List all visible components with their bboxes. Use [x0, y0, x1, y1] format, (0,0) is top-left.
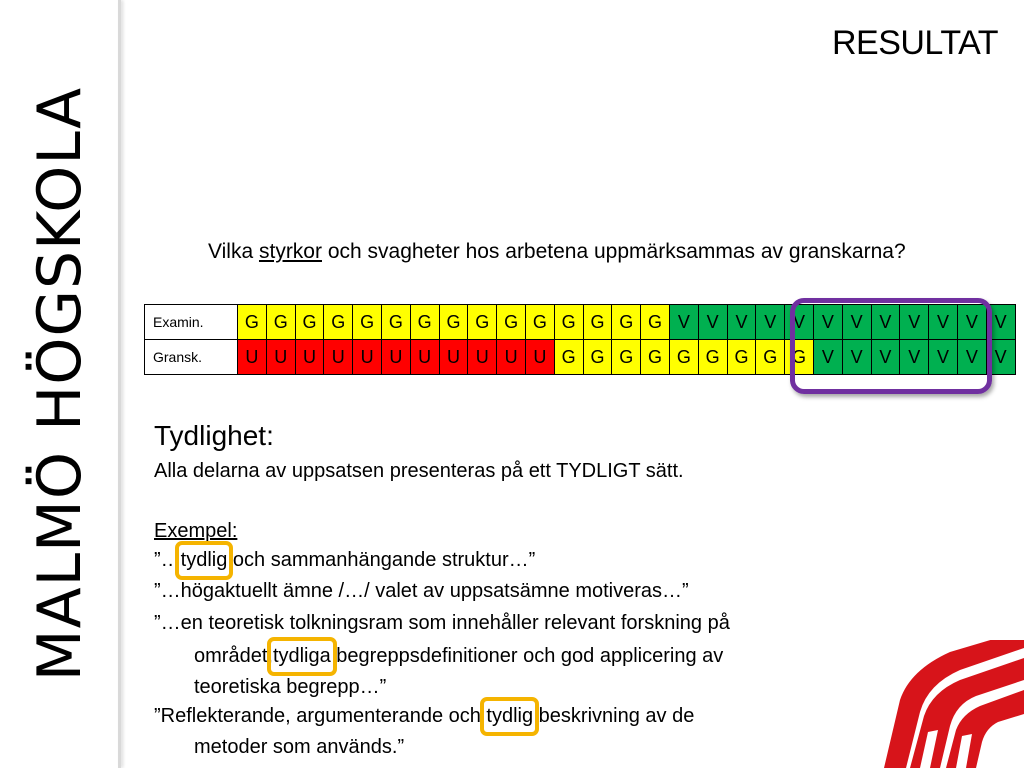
grid-cell: G [324, 305, 353, 340]
grid-cell: V [986, 340, 1015, 375]
question-pre: Vilka [208, 240, 259, 263]
grid-cell: G [641, 340, 670, 375]
grid-cell: V [698, 305, 727, 340]
example-line-7: metoder som används.” [194, 736, 405, 758]
slide-title: RESULTAT [831, 24, 998, 62]
grid-cell: V [957, 340, 986, 375]
example-line-6 [154, 705, 694, 728]
grid-cell: V [871, 340, 900, 375]
grid-cell: G [583, 340, 612, 375]
purple-highlight-box [790, 298, 992, 394]
grid-cell: U [353, 340, 382, 375]
highlighted-word: tydlig [486, 705, 534, 727]
grid-cell: V [842, 305, 871, 340]
grid-cell: G [410, 305, 439, 340]
grid-cell: U [295, 340, 324, 375]
grid-cell: G [554, 340, 583, 375]
grid-cell: G [583, 305, 612, 340]
section-heading: Tydlighet: [154, 420, 274, 451]
grid-cell: G [612, 305, 641, 340]
grid-cell: V [727, 305, 756, 340]
highlighted-word: tydliga [272, 645, 331, 667]
grid-cell: V [756, 305, 785, 340]
text: området, [194, 645, 273, 667]
text: beskrivning av de [533, 705, 695, 727]
text: ”Reflekterande, argumenterande och [154, 705, 487, 727]
grid-cell: G [295, 305, 324, 340]
grid-cell: G [381, 305, 410, 340]
grid-cell: U [525, 340, 554, 375]
grid-cell: V [986, 305, 1015, 340]
grid-cell: G [756, 340, 785, 375]
question-post: och svagheter hos arbetena uppmärksammas av granskarna? [321, 240, 906, 263]
grid-cell: V [785, 305, 814, 340]
grid-cell: G [612, 340, 641, 375]
grid-cell: V [957, 305, 986, 340]
highlighted-word: tydlig [180, 549, 228, 571]
grid-cell: G [785, 340, 814, 375]
grid-cell: V [900, 305, 929, 340]
example-line-5: teoretiska begrepp…” [194, 676, 387, 698]
text: ”… [154, 549, 181, 571]
sidebar [0, 0, 118, 768]
grid-cell: G [353, 305, 382, 340]
grid-cell: G [669, 340, 698, 375]
grid-cell: V [813, 340, 842, 375]
example-line-3: ”…en teoretisk tolkningsram som innehåller relevant forskning på [154, 612, 730, 634]
grid-cell: G [525, 305, 554, 340]
grid-cell: V [842, 340, 871, 375]
malmo-hogskola-logo-icon [880, 640, 1024, 768]
grid-cell: V [871, 305, 900, 340]
grid-cell: G [266, 305, 295, 340]
brand-vertical-title: MALMÖ HÖGSKOLA [25, 86, 95, 682]
grid-cell: U [266, 340, 295, 375]
question-underlined: styrkor [258, 240, 322, 263]
grid-cell: U [381, 340, 410, 375]
grid-cell: G [497, 305, 526, 340]
grid-cell: U [238, 340, 267, 375]
grid-cell: G [641, 305, 670, 340]
grid-cell: G [238, 305, 267, 340]
grid-cell: U [468, 340, 497, 375]
grid-cell: V [929, 340, 958, 375]
intro-text: Alla delarna av uppsatsen presenteras på ett TYDLIGT sätt. [154, 460, 684, 482]
grid-cell: U [439, 340, 468, 375]
grid-cell: G [698, 340, 727, 375]
grid-cell: U [324, 340, 353, 375]
question-text [208, 240, 906, 264]
grid-cell: V [929, 305, 958, 340]
example-line-4 [194, 645, 723, 668]
grid-cell: V [813, 305, 842, 340]
example-line-2: ”…högaktuellt ämne /…/ valet av uppsatsämne motiveras…” [154, 580, 689, 602]
row-label: Gransk. [145, 340, 238, 375]
grid-cell: G [439, 305, 468, 340]
grid-cell: V [900, 340, 929, 375]
grid-cell: V [669, 305, 698, 340]
example-line-1 [154, 549, 535, 572]
text: begreppsdefinitioner och god applicering av [330, 645, 724, 667]
grid-cell: G [468, 305, 497, 340]
grid-cell: U [410, 340, 439, 375]
examples-label: Exempel: [154, 520, 238, 542]
grid-cell: U [497, 340, 526, 375]
sidebar-divider [118, 0, 121, 768]
text: och sammanhängande struktur…” [227, 549, 536, 571]
grid-cell: G [554, 305, 583, 340]
grid-cell: G [727, 340, 756, 375]
row-label: Examin. [145, 305, 238, 340]
